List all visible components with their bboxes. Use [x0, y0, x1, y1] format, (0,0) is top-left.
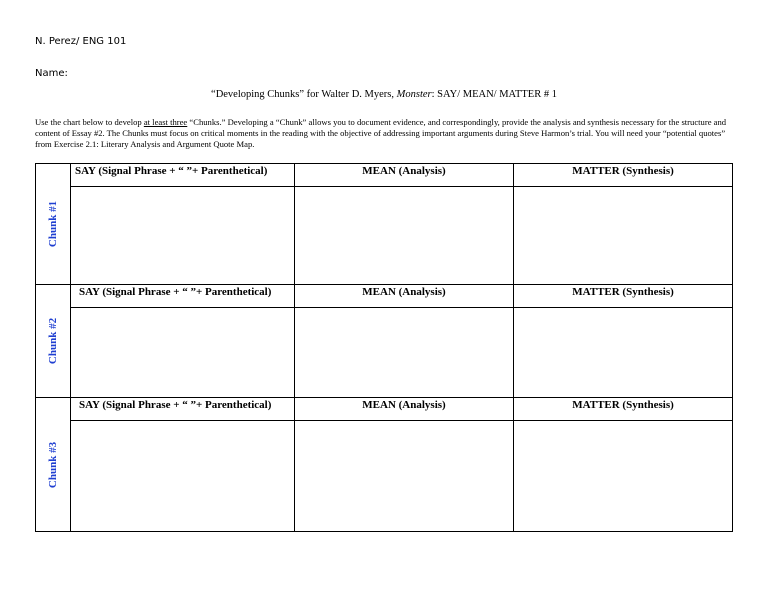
matter-header: MATTER (Synthesis) [572, 165, 674, 177]
chunk-body-row [71, 421, 732, 531]
chunk-label: Chunk #3 [47, 441, 59, 488]
instructions-emphasis: at least three [143, 117, 188, 127]
instructions-part2: “Chunks.” Developing a “Chunk” allows you to document evidence, and correspondingly, provide the analysis and synthesis necessary for the structure and content of Essay #2. The Chunks must focus on critical moments in the reading with the objective of addressing important arguments during Steve Harmon’s trial. You will need your “potential quotes” from Exercise 2.1: Literary Analysis and Argument Quote Map. [35, 117, 727, 149]
chunk-cells [71, 398, 732, 531]
chunk-label-cell [36, 285, 71, 397]
name-label: Name: [35, 68, 68, 79]
title-suffix: : SAY/ MEAN/ MATTER # 1 [431, 89, 557, 100]
instructions-paragraph [35, 117, 740, 150]
chunk-cells [71, 164, 732, 284]
mean-header: MEAN (Analysis) [295, 164, 514, 186]
chunk-body-row [71, 187, 732, 284]
title-prefix: “Developing Chunks” for Walter D. Myers, [211, 89, 397, 100]
chunk-body-row [71, 308, 732, 397]
say-cell[interactable] [71, 308, 295, 397]
chunk-label: Chunk #1 [47, 200, 59, 248]
say-header: SAY (Signal Phrase + “ ”+ Parenthetical) [71, 164, 295, 186]
matter-header: MATTER (Synthesis) [572, 286, 674, 298]
say-header: SAY (Signal Phrase + “ ”+ Parenthetical) [71, 398, 295, 420]
chunk-label-cell [36, 164, 71, 284]
chunk-cells [71, 285, 732, 397]
instructions-part1: Use the chart below to develop [35, 117, 144, 127]
title-book: Monster [396, 89, 432, 100]
mean-cell[interactable] [295, 421, 514, 531]
chunks-table [35, 163, 733, 532]
say-header: SAY (Signal Phrase + “ ”+ Parenthetical) [71, 285, 295, 307]
chunk-block-2 [36, 285, 732, 398]
chunk-header-row [71, 164, 732, 187]
say-cell[interactable] [71, 187, 295, 284]
chunk-header-row [71, 398, 732, 421]
chunk-label: Chunk #2 [47, 317, 59, 365]
chunk-block-1 [36, 164, 732, 285]
matter-header: MATTER (Synthesis) [572, 399, 674, 411]
mean-cell[interactable] [295, 308, 514, 397]
author-course-header: N. Perez/ ENG 101 [35, 36, 127, 47]
mean-header: MEAN (Analysis) [295, 398, 514, 420]
matter-cell[interactable] [514, 187, 732, 284]
mean-cell[interactable] [295, 187, 514, 284]
mean-header: MEAN (Analysis) [295, 285, 514, 307]
chunk-header-row [71, 285, 732, 308]
say-cell[interactable] [71, 421, 295, 531]
chunk-label-cell [36, 398, 71, 531]
document-title [0, 89, 768, 100]
matter-cell[interactable] [514, 421, 732, 531]
chunk-block-3 [36, 398, 732, 531]
matter-cell[interactable] [514, 308, 732, 397]
